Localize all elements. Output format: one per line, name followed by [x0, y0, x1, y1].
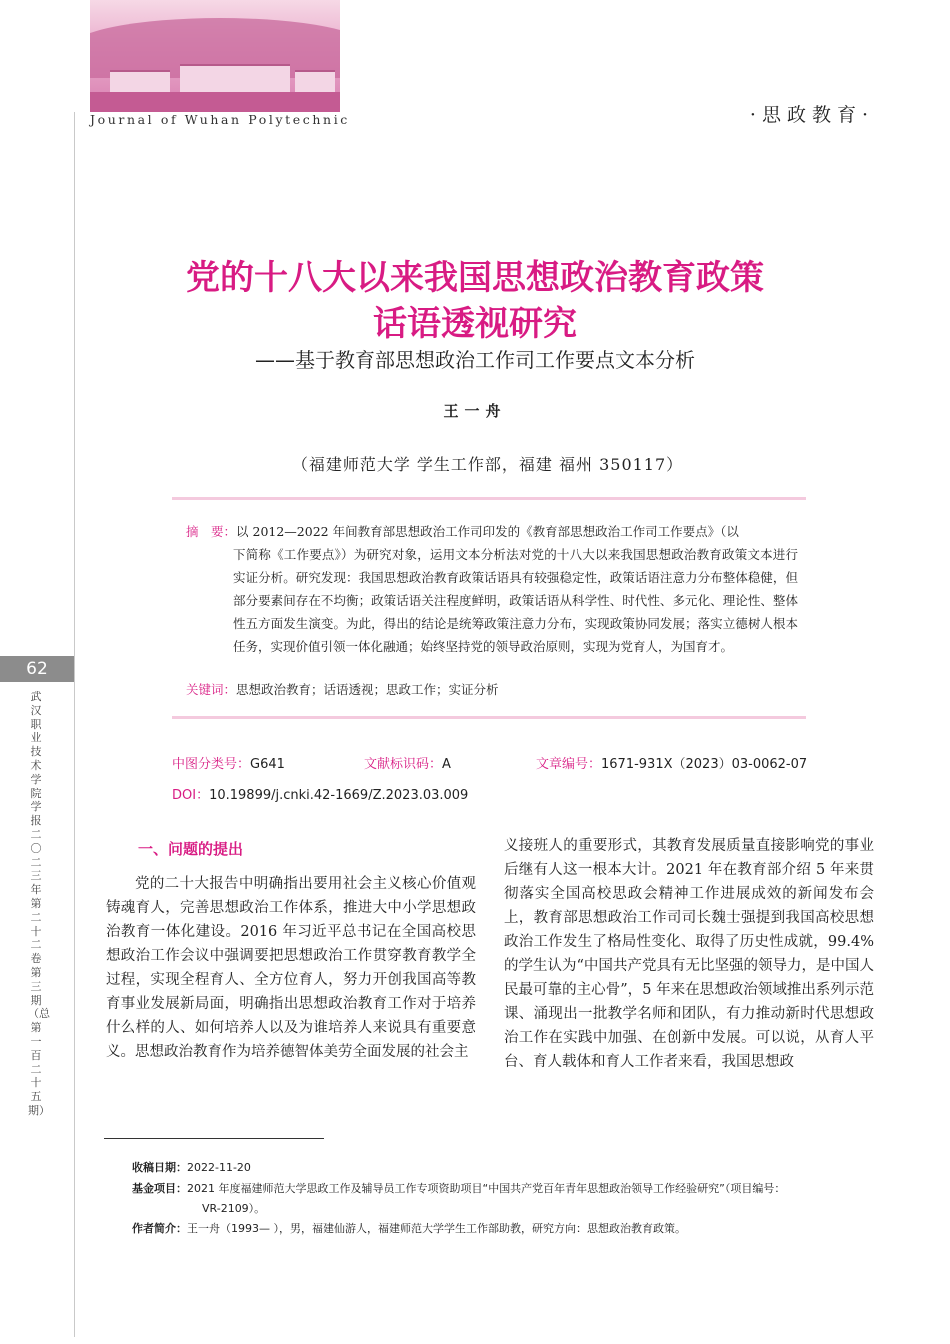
photo-building [110, 70, 170, 94]
fund-label: 基金项目： [132, 1182, 187, 1195]
footnote-received [132, 1158, 251, 1178]
doi-value[interactable]: 10.19899/j.cnki.42-1669/Z.2023.03.009 [209, 788, 469, 803]
body-right-column: 义接班人的重要形式，其教育发展质量直接影响党的事业后继有人这一根本大计。2021 年在教育部介绍 5 年来贯彻落实全国高校思政会精神工作进展成效的新闻发布会上，教育部思想政治工作司司长魏士强提到我国高校思想政治工作发生了格局性变化、取得了历史性成就，99.4% 的学生认为“中国共产党具有无比坚强的领导力，是中国人民最可靠的主心骨”，5 年来在思想政治领域推出系列示范课、涌现出一批教学名师和团队，有力推动新时代思想政治工作在实践中加强、在创新中发展。可以说，从育人平台、育人载体和育人工作者来看，我国思想政 [504, 838, 874, 1070]
keywords [186, 680, 499, 698]
photo-building [295, 70, 335, 94]
article-number-value: 1671-931X（2023）03-0062-07 [601, 757, 808, 772]
header-campus-photo [90, 0, 340, 112]
doc-code-label: 文献标识码： [364, 757, 443, 772]
abstract-rule-bottom [172, 716, 806, 719]
page-number: 62 [0, 656, 74, 682]
author-bio-value: 王一舟（1993— ），男，福建仙游人，福建师范大学学生工作部助教，研究方向：思想政治教育政策。 [187, 1222, 686, 1235]
vertical-journal-info: 武汉职业技术学院学报二〇二三年第二十二卷第三期（总第一百二十五期） [28, 690, 50, 1117]
received-value: 2022-11-20 [187, 1161, 251, 1174]
journal-name-english: Journal of Wuhan Polytechnic [90, 112, 350, 127]
article-number [536, 753, 807, 772]
received-label: 收稿日期： [132, 1161, 187, 1174]
keywords-label: 关键词： [186, 682, 237, 697]
footnote-author [132, 1219, 686, 1239]
section-tag: ·思政教育· [749, 104, 874, 126]
body-left-column: 党的二十大报告中明确指出要用社会主义核心价值观铸魂育人，完善思想政治工作体系，推进大中小学思想政治教育一体化建设。2016 年习近平总书记在全国高校思想政治工作会议中强调要把思想政治工作贯穿教育教学全过程，实现全程育人、全方位育人，努力开创我国高等教育事业发展新局面，明确指出思想政治教育工作对于培养什么样的人、如何培养人以及为谁培养人来说具有重要意义。思想政治教育作为培养德智体美劳全面发展的社会主 [106, 876, 476, 1060]
section-heading: 一、问题的提出 [138, 840, 244, 858]
doi-label: DOI： [172, 788, 210, 803]
abstract-first-line: 以 2012—2022 年间教育部思想政治工作司印发的《教育部思想政治工作司工作要点》（以 [236, 524, 739, 539]
doi [172, 784, 468, 803]
abstract-body: 下简称《工作要点》）为研究对象，运用文本分析法对党的十八大以来我国思想政治教育政策文本进行实证分析。研究发现：我国思想政治教育政策话语具有较强稳定性，政策话语注意力分布整体稳健，但部分要素间存在不均衡；政策话语关注程度鲜明，政策话语从科学性、时代性、多元化、理论性、整体性五方面发生演变。为此，得出的结论是统筹政策注意力分布，实现政策协同发展；落实立德树人根本任务，实现价值引领一体化融通；始终坚持党的领导政治原则，实现为党育人，为国育才。 [233, 547, 798, 654]
fund-value: 2021 年度福建师范大学思政工作及辅导员工作专项资助项目“中国共产党百年青年思想政治领导工作经验研究”（项目编号： [187, 1182, 786, 1195]
fund-value-cont: VR-2109）。 [202, 1202, 266, 1215]
author-name: 王一舟 [443, 402, 507, 420]
keywords-value: 思想政治教育；话语透视；思政工作；实证分析 [236, 682, 499, 697]
footnote-fund [132, 1179, 892, 1219]
photo-building [180, 64, 290, 94]
author-bio-label: 作者简介： [132, 1222, 187, 1235]
footnote-rule [104, 1138, 324, 1139]
abstract [186, 520, 798, 658]
author-affiliation: （福建师范大学 学生工作部，福建 福州 350117） [291, 455, 684, 474]
clc-label: 中图分类号： [172, 757, 251, 772]
clc-value: G641 [250, 757, 285, 772]
photo-ground [90, 92, 340, 112]
article-title-line1: 党的十八大以来我国思想政治教育政策 [186, 258, 764, 298]
article-title-line2: 话语透视研究 [373, 304, 577, 344]
article-subtitle: ——基于教育部思想政治工作司工作要点文本分析 [255, 348, 695, 372]
doc-code [364, 753, 451, 772]
clc-number [172, 753, 285, 772]
abstract-rule-top [172, 497, 806, 500]
doc-code-value: A [442, 757, 451, 772]
article-number-label: 文章编号： [536, 757, 602, 772]
abstract-label: 摘 要： [186, 524, 237, 539]
